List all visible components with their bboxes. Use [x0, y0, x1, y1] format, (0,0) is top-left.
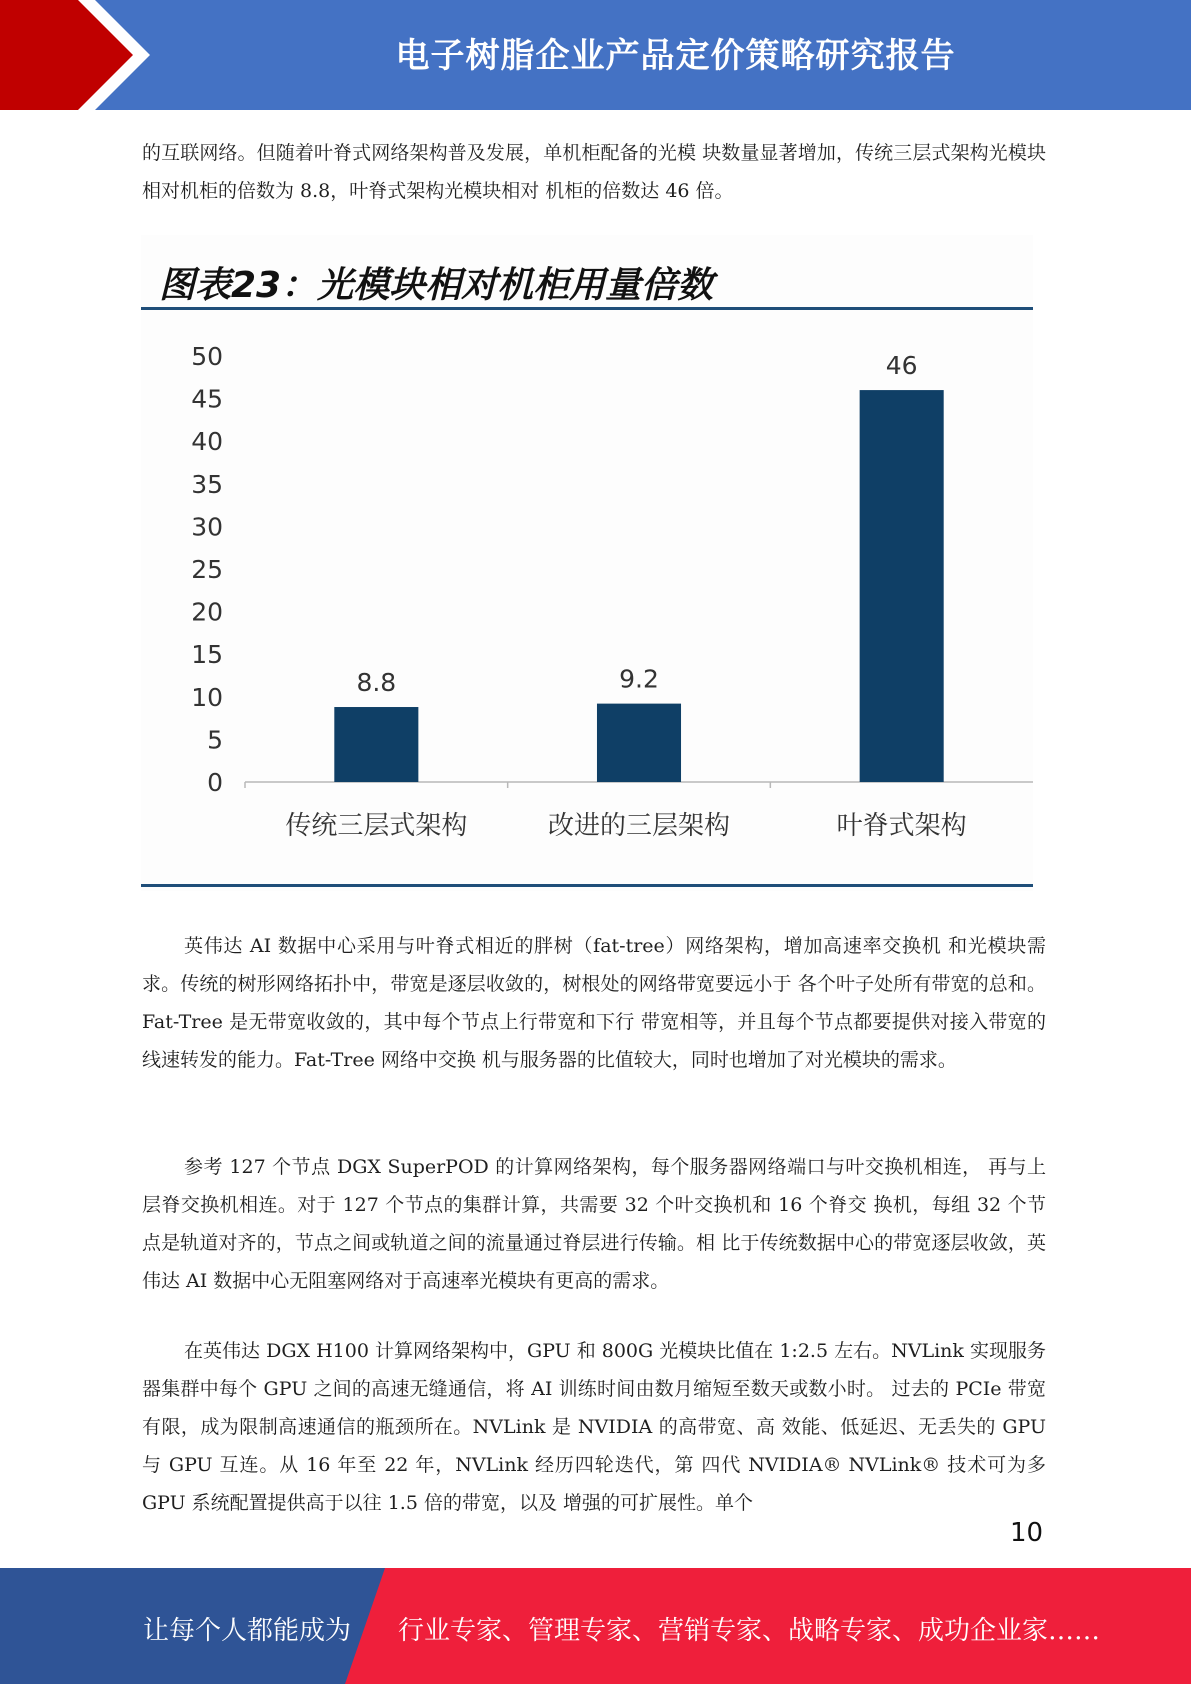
figure-container: [141, 235, 1033, 891]
bar-2: [597, 704, 681, 782]
y-tick-label: 0: [207, 768, 223, 797]
y-tick-label: 30: [191, 512, 223, 542]
footer-slogan-left: 让每个人都能成为: [143, 1616, 352, 1646]
data-label: 9.2: [619, 664, 659, 694]
x-category-label: 传统三层式架构: [285, 811, 468, 841]
y-tick-label: 5: [207, 725, 223, 755]
footer-slogan-right: 行业专家、管理专家、营销专家、战略专家、成功企业家……: [398, 1616, 1101, 1646]
paragraph-intro: 的互联网络。但随着叶脊式网络架构普及发展，单机柜配备的光模 块数量显著增加，传统三层式架构光模块相对机柜的倍数为 8.8，叶脊式架构光模块相对 机柜的倍数达 46 倍。: [142, 142, 1046, 202]
x-category-label: 叶脊式架构: [836, 811, 967, 841]
figure-title: 图表23：光模块相对机柜用量倍数: [159, 265, 714, 306]
paragraph-fat-tree: 英伟达 AI 数据中心采用与叶脊式相近的胖树（fat-tree）网络架构，增加高速率交换机 和光模块需求。传统的树形网络拓扑中，带宽是逐层收敛的，树根处的网络带宽要远小于 各个叶子处所有带宽的总和。Fat-Tree 是无带宽收敛的，其中每个节点上行带宽和下行 带宽相等，并且每个节点都要提供对接入带宽的线速转发的能力。Fat-Tree 网络中交换 机与服务器的比值较大，同时也增加了对光模块的需求。: [142, 935, 1046, 1071]
x-category-label: 改进的三层架构: [547, 811, 731, 841]
bar-chart: [141, 315, 1033, 880]
bar-1: [334, 707, 418, 782]
y-tick-label: 10: [191, 682, 223, 712]
y-tick-label: 25: [191, 555, 223, 584]
data-label: 46: [885, 351, 918, 381]
data-label: 8.8: [356, 668, 397, 698]
y-tick-label: 50: [191, 342, 223, 371]
paragraph-nvlink: 在英伟达 DGX H100 计算网络架构中，GPU 和 800G 光模块比值在 1:2.5 左右。NVLink 实现服务器集群中每个 GPU 之间的高速无缝通信，将 AI 训练时间由数月缩短至数天或数小时。 过去的 PCIe 带宽有限，成为限制高速通信的瓶颈所在。NVLink 是 NVIDIA 的高带宽、高 效能、低延迟、无丢失的 GPU 与 GPU 互连。从 16 年至 22 年，NVLink 经历四轮迭代，第 四代 NVIDIA® NVLink® 技术可为多 GPU 系统配置提供高于以往 1.5 倍的带宽，以及 增强的可扩展性。单个: [142, 1340, 1046, 1514]
y-tick-label: 40: [191, 427, 223, 457]
bar-3: [860, 390, 944, 782]
y-tick-label: 35: [191, 469, 223, 499]
y-tick-label: 20: [191, 597, 223, 627]
y-tick-label: 15: [191, 640, 223, 670]
header-red-arrow-decoration: [0, 0, 160, 110]
y-tick-label: 45: [191, 384, 223, 414]
page-header: [0, 0, 1191, 110]
page-number: 10: [1010, 1518, 1044, 1548]
page-footer: [0, 1568, 1191, 1684]
figure-bottom-rule: [141, 884, 1033, 887]
figure-top-rule: [141, 307, 1033, 310]
paragraph-superpod: 参考 127 个节点 DGX SuperPOD 的计算网络架构，每个服务器网络端口与叶交换机相连， 再与上层脊交换机相连。对于 127 个节点的集群计算，共需要 32 个叶交换机和 16 个脊交 换机，每组 32 个节点是轨道对齐的，节点之间或轨道之间的流量通过脊层进行传输。相 比于传统数据中心的带宽逐层收敛，英伟达 AI 数据中心无阻塞网络对于高速率光模块有更高的需求。: [142, 1156, 1046, 1292]
report-title: 电子树脂企业产品定价策略研究报告: [395, 36, 956, 76]
